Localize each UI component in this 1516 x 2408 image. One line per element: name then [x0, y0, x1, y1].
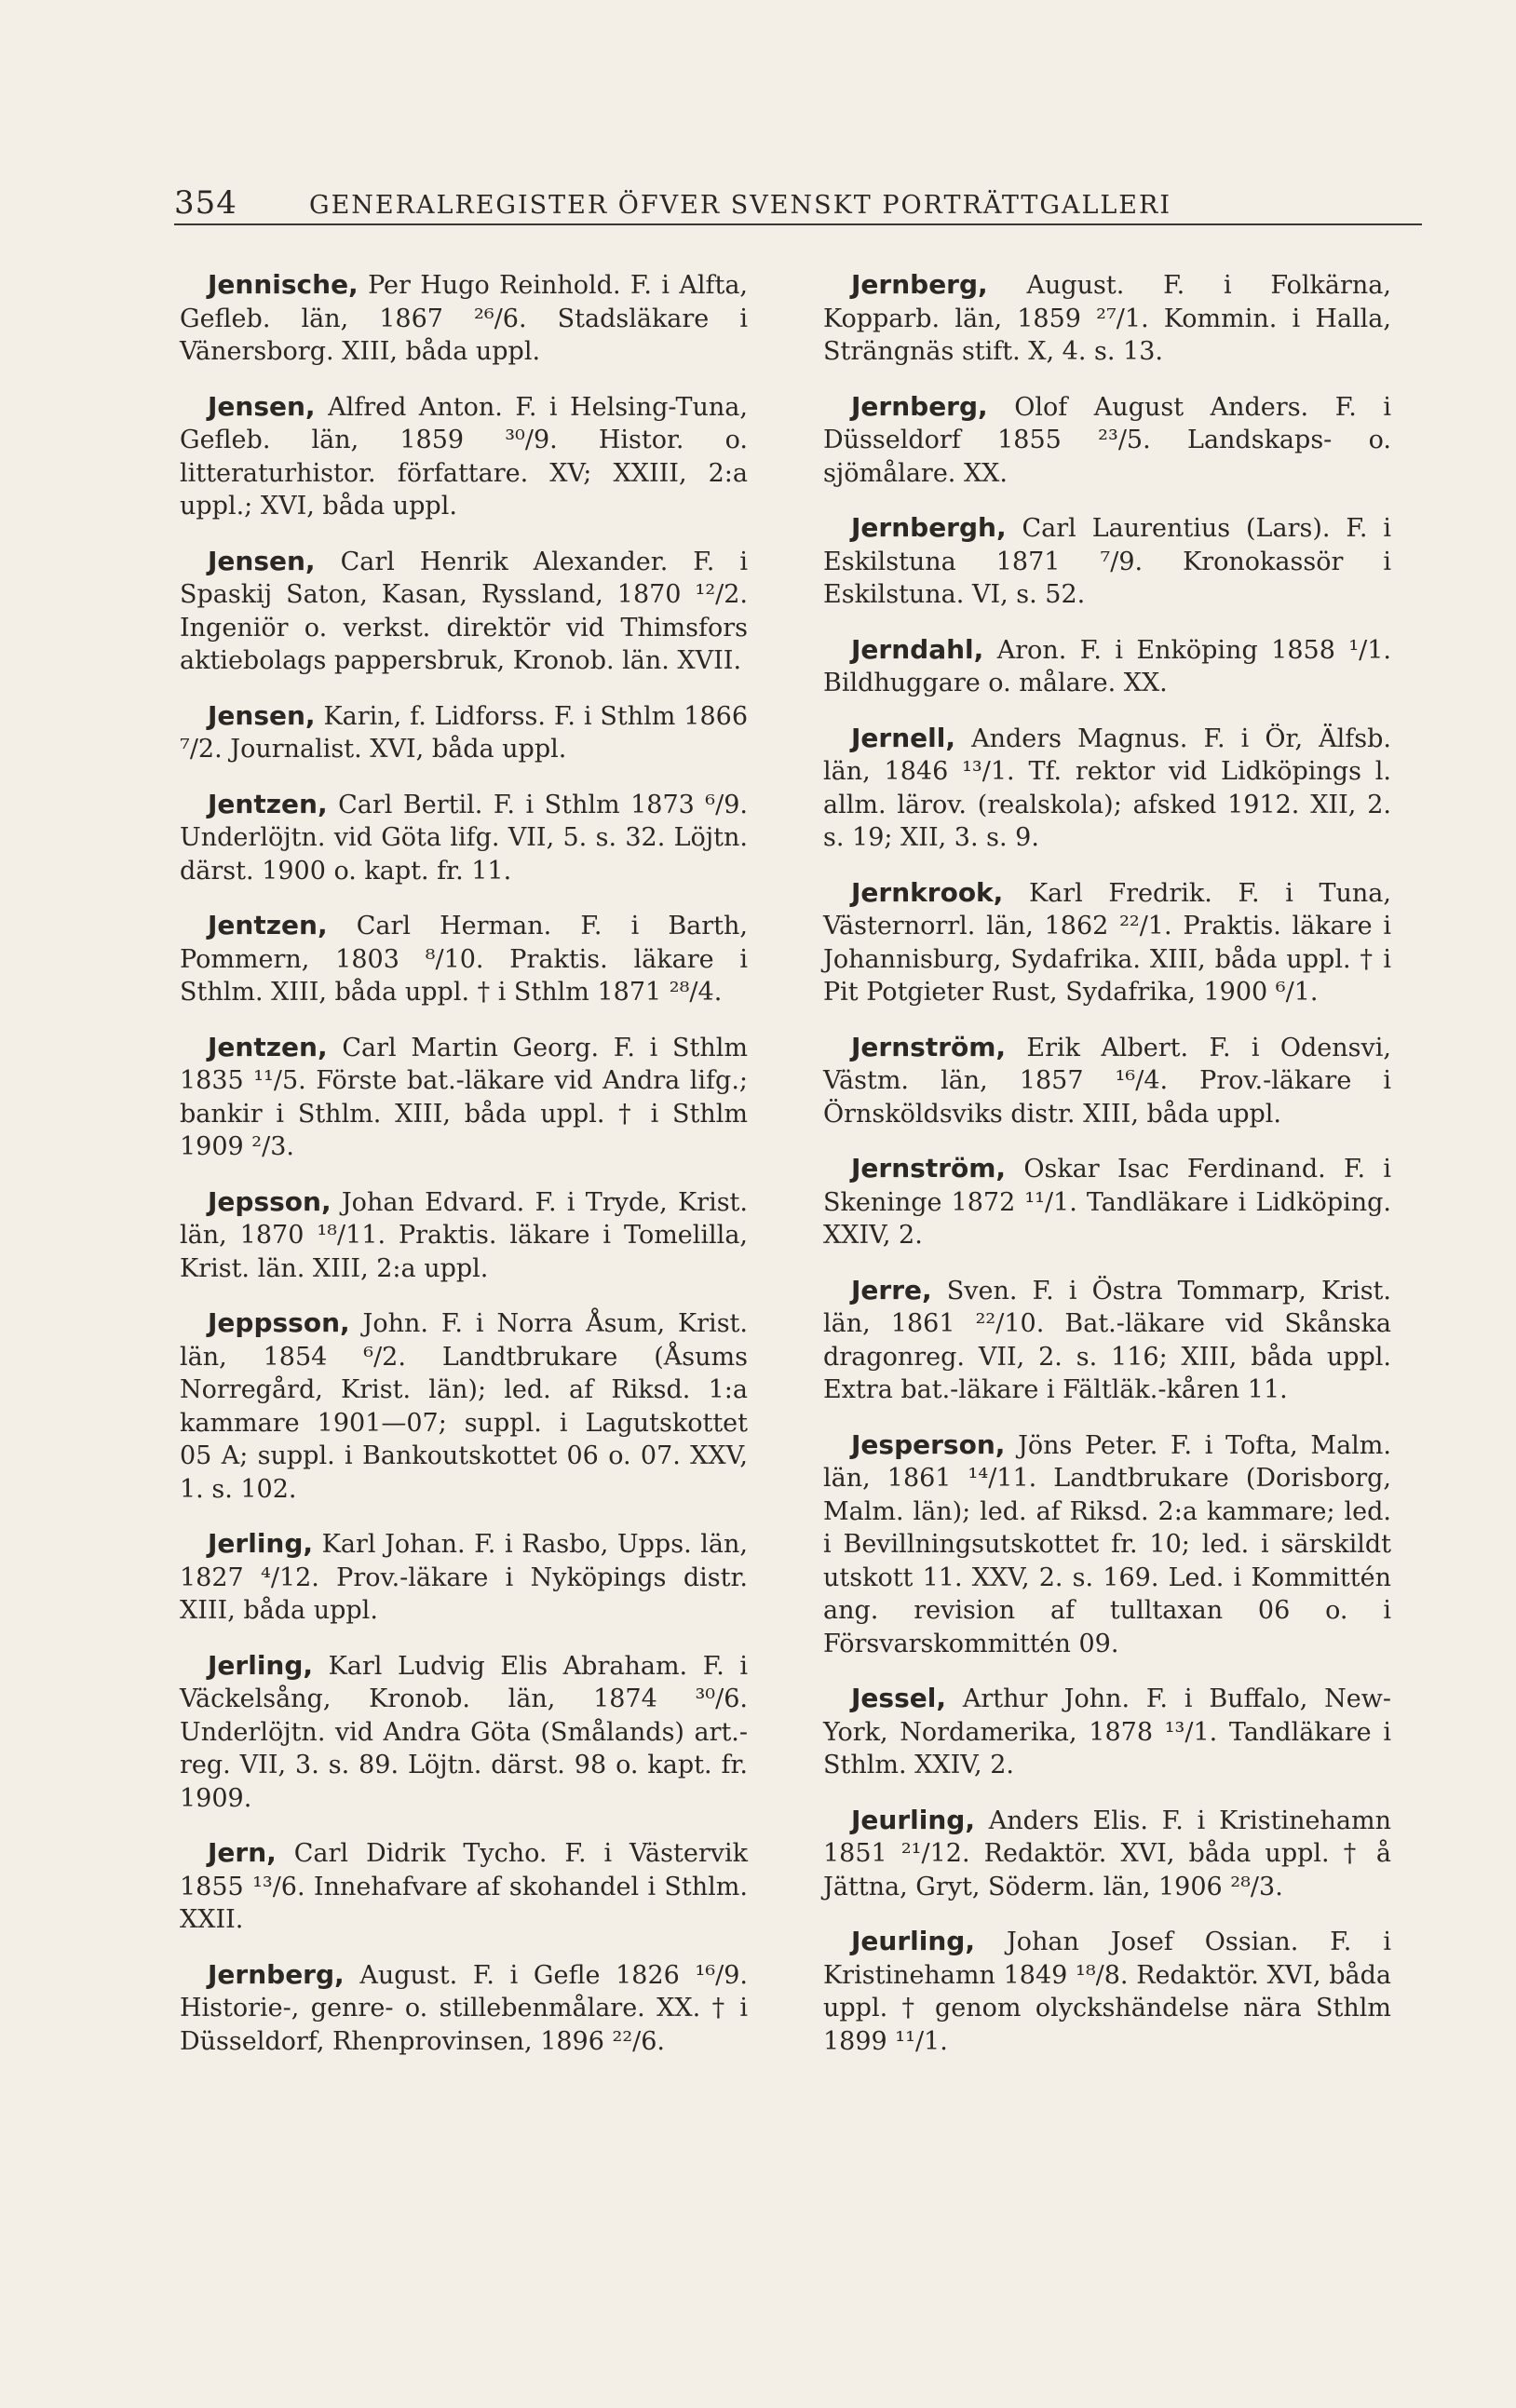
entry-name: Jernström, [851, 1153, 1007, 1184]
entry-name: Jeurling, [851, 1926, 975, 1956]
entry-text: Karl Fredrik. F. i Tuna, Västernorrl. län, 1862 ²²/1. Praktis. läkare i Johannisburg, Sydafrika. XIII, båda uppl. † i Pit Potgieter Rust, Sydafrika, 1900 ⁶/1. [823, 878, 1391, 1007]
entry-name: Jernkrook, [851, 876, 1004, 908]
entry-text: Per Hugo Reinhold. F. i Alfta, Gefleb. län, 1867 ²⁶/6. Stadsläkare i Vänersborg. XIII, båda uppl. [180, 271, 748, 366]
entry-text: August. F. i Folkärna, Kopparb. län, 1859 ²⁷/1. Kommin. i Halla, Strängnäs stift. X, 4. s. 13. [823, 271, 1391, 366]
entry-name: Jensen, [208, 699, 316, 731]
entry-text: Arthur John. F. i Buffalo, New-York, Nordamerika, 1878 ¹³/1. Tandläkare i Sthlm. XXIV, 2. [823, 1684, 1392, 1779]
register-entry [180, 1527, 748, 1628]
register-entry [180, 268, 748, 369]
entry-text: Karin, f. Lidforss. F. i Sthlm 1866 ⁷/2. Journalist. XVI, båda uppl. [180, 701, 748, 764]
entry-name: Jerre, [851, 1274, 932, 1305]
entry-text: Carl Bertil. F. i Sthlm 1873 ⁶/9. Underlöjtn. vid Göta lifg. VII, 5. s. 32. Löjtn. därst. 1900 o. kapt. fr. 11. [180, 790, 748, 886]
register-entry [823, 876, 1391, 1009]
entry-text: Sven. F. i Östra Tommarp, Krist. län, 1861 ²²/10. Bat.-läkare vid Skånska dragonreg. VII, 2. s. 116; XIII, båda uppl. Extra bat.-läkare i Fältläk.-kåren 11. [823, 1276, 1391, 1404]
entry-name: Jernbergh, [851, 512, 1007, 543]
page-number: 354 [174, 184, 237, 222]
entry-name: Jentzen, [208, 788, 328, 819]
entry-name: Jerndahl, [851, 633, 984, 665]
entry-text: Erik Albert. F. i Odensvi, Västm. län, 1857 ¹⁶/4. Prov.-läkare i Örnsköldsviks distr. XIII, båda uppl. [823, 1033, 1391, 1129]
entry-name: Jentzen, [208, 1031, 328, 1062]
register-entry [180, 390, 748, 523]
entry-name: Jerling, [208, 1649, 314, 1681]
register-entry [823, 722, 1391, 855]
register-entry [180, 545, 748, 678]
left-column [180, 268, 748, 2079]
entry-name: Jensen, [208, 390, 316, 422]
register-entry [823, 1274, 1391, 1407]
register-entry [823, 390, 1391, 491]
entry-name: Jernell, [851, 722, 955, 753]
entry-name: Jernberg, [851, 390, 988, 422]
register-entry [823, 633, 1391, 700]
entry-text: John. F. i Norra Åsum, Krist. län, 1854 ⁶/2. Landtbrukare (Åsums Norregård, Krist. län); led. af Riksd. 1:a kammare 1901—07; suppl. i Lagutskottet 05 A; suppl. i Bankoutskottet 06 o. 07. XXV, 1. s. 102. [180, 1309, 748, 1504]
entry-text: Alfred Anton. F. i Helsing-Tuna, Gefleb. län, 1859 ³⁰/9. Histor. o. litteraturhistor. författare. XV; XXIII, 2:a uppl.; XVI, båda uppl. [180, 392, 748, 521]
entry-name: Jentzen, [208, 910, 328, 940]
entry-name: Jessel, [851, 1683, 946, 1713]
entry-name: Jensen, [208, 545, 316, 576]
entry-name: Jernberg, [208, 1958, 345, 1990]
entry-text: Johan Josef Ossian. F. i Kristinehamn 1849 ¹⁸/8. Redaktör. XVI, båda uppl. † genom olyckshändelse nära Sthlm 1899 ¹¹/1. [823, 1928, 1391, 2056]
register-entry [823, 1804, 1391, 1904]
register-entry [180, 1031, 748, 1164]
entry-text: Carl Laurentius (Lars). F. i Eskilstuna 1871 ⁷/9. Kronokassör i Eskilstuna. VI, s. 52. [823, 514, 1391, 609]
entry-name: Jerling, [208, 1528, 314, 1559]
entry-name: Jernström, [851, 1031, 1007, 1062]
register-entry [180, 1649, 748, 1816]
register-entry [180, 1306, 748, 1506]
register-entry [823, 1925, 1391, 2058]
register-entry [180, 909, 748, 1009]
entry-text: Anders Magnus. F. i Ör, Älfsb. län, 1846 ¹³/1. Tf. rektor vid Lidköpings l. allm. lärov. (realskola); afsked 1912. XII, 2. s. 19; XII, 3. s. 9. [823, 724, 1391, 852]
entry-text: Carl Henrik Alexander. F. i Spaskij Saton, Kasan, Ryssland, 1870 ¹²/2. Ingeniör o. verkst. direktör vid Thimsfors aktiebolags pappersbruk, Kronob. län. XVII. [180, 547, 748, 675]
register-entry [823, 511, 1391, 612]
register-entry [823, 1682, 1391, 1782]
register-entry [180, 788, 748, 888]
entry-text: Jöns Peter. F. i Tofta, Malm. län, 1861 ¹⁴/11. Landtbrukare (Dorisborg, Malm. län); led. af Riksd. 2:a kammare; led. i Bevillningsutskottet fr. 10; led. i särskildt utskott 11. XXV, 2. s. 169. Led. i Kommittén ang. revision af tulltaxan 06 o. i Försvarskommittén 09. [823, 1430, 1391, 1658]
entry-text: Carl Didrik Tycho. F. i Västervik 1855 ¹³/6. Innehafvare af skohandel i Sthlm. XXII. [180, 1839, 748, 1934]
entry-text: Karl Ludvig Elis Abraham. F. i Väckelsång, Kronob. län, 1874 ³⁰/6. Underlöjtn. vid Andra Göta (Smålands) art.-reg. VII, 3. s. 89. Löjtn. därst. 98 o. kapt. fr. 1909. [180, 1651, 748, 1813]
entry-text: Johan Edvard. F. i Tryde, Krist. län, 1870 ¹⁸/11. Praktis. läkare i Tomelilla, Krist. län. XIII, 2:a uppl. [180, 1187, 748, 1283]
right-column [823, 268, 1391, 2079]
entry-name: Jepsson, [208, 1185, 332, 1217]
entry-text: Carl Herman. F. i Barth, Pommern, 1803 ⁸/10. Praktis. läkare i Sthlm. XIII, båda uppl. † i Sthlm 1871 ²⁸/4. [180, 912, 748, 1007]
register-entry [823, 1428, 1391, 1661]
page-header [174, 177, 1422, 225]
entry-text: Carl Martin Georg. F. i Sthlm 1835 ¹¹/5. Förste bat.-läkare vid Andra lifg.; bankir i Sthlm. XIII, båda uppl. † i Sthlm 1909 ²/3. [180, 1033, 748, 1161]
register-entry [180, 1185, 748, 1286]
entry-text: Oskar Isac Ferdinand. F. i Skeninge 1872 ¹¹/1. Tandläkare i Lidköping. XXIV, 2. [823, 1155, 1391, 1250]
register-entry [180, 1958, 748, 2059]
entry-name: Jennische, [208, 269, 359, 300]
entry-text: Aron. F. i Enköping 1858 ¹/1. Bildhuggare o. målare. XX. [823, 635, 1391, 697]
entry-text: August. F. i Gefle 1826 ¹⁶/9. Historie-, genre- o. stillebenmålare. XX. † i Düsseldorf, Rhenprovinsen, 1896 ²²/6. [180, 1960, 748, 2056]
entry-name: Jeppsson, [208, 1307, 350, 1338]
entry-name: Jesperson, [851, 1428, 1006, 1460]
entry-name: Jernberg, [851, 269, 988, 300]
entry-text: Karl Johan. F. i Rasbo, Upps. län, 1827 ⁴/12. Prov.-läkare i Nyköpings distr. XIII, båda uppl. [180, 1530, 748, 1625]
entry-text: Olof August Anders. F. i Düsseldorf 1855 ²³/5. Landskaps- o. sjömålare. XX. [823, 392, 1391, 488]
entry-name: Jern, [208, 1837, 277, 1868]
entry-name: Jeurling, [851, 1804, 975, 1835]
entry-text: Anders Elis. F. i Kristinehamn 1851 ²¹/12. Redaktör. XVI, båda uppl. † å Jättna, Gryt, Söderm. län, 1906 ²⁸/3. [823, 1806, 1391, 1901]
register-entry [823, 268, 1391, 369]
register-entry [823, 1152, 1391, 1252]
register-entry [180, 699, 748, 766]
register-entry [823, 1031, 1391, 1131]
running-title: GENERALREGISTER ÖFVER SVENSKT PORTRÄTTGALLERI [309, 191, 1172, 220]
register-entry [180, 1836, 748, 1937]
